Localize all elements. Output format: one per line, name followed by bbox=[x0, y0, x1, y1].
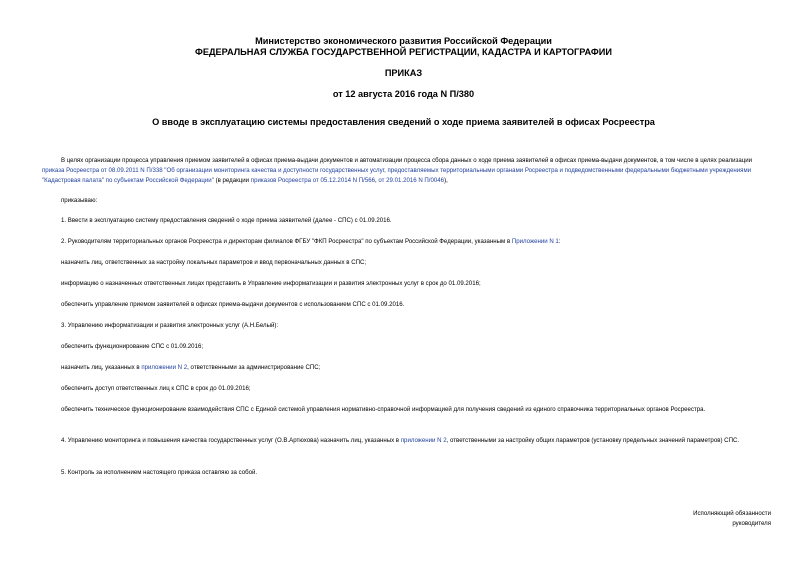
preamble-text-1: В целях организации процесса управления приемом заявителей в офисах приема-выдачи документов и автоматизации процесса сбора данных о ходе приема заявителей в офисах приема-выдачи документов, в том числе в целях реализации bbox=[61, 157, 753, 164]
item-2-2: информацию о назначенных ответственных лицах представить в Управление информатизации и развития электронных услуг в срок до 01.09.2016; bbox=[61, 280, 481, 287]
item-3: 3. Управлению информатизации и развития электронных услуг (А.Н.Белый): bbox=[61, 322, 279, 329]
order-0046-link[interactable]: от 29.01.2016 N П/0046 bbox=[378, 177, 445, 184]
item-5: 5. Контроль за исполнением настоящего приказа оставляю за собой. bbox=[61, 469, 258, 476]
document-title: О вводе в эксплуатацию системы предоставления сведений о ходе приема заявителей в офисах Росреестра bbox=[152, 117, 655, 127]
document-date-number: от 12 августа 2016 года N П/380 bbox=[332, 89, 475, 99]
appendix-1-link[interactable]: Приложении N 1 bbox=[511, 238, 559, 245]
item-3-2-text: назначить лиц, указанных в bbox=[61, 364, 142, 371]
item-2-text: 2. Руководителям территориальных органов Росреестра и директорам филиалов ФГБУ "ФКП Росреестра" по субъектам Российской Федерации, указанным в bbox=[61, 238, 512, 245]
appendix-2-link[interactable]: приложении N 2 bbox=[141, 364, 188, 371]
preamble-text-4: ), bbox=[444, 177, 448, 184]
item-3-4: обеспечить техническое функционирование взаимодействия СПС с Единой системой управления нормативно-справочной информацией для получения сведений из единого справочника территориальных органов Росреестра. bbox=[61, 406, 706, 413]
item-3-3: обеспечить доступ ответственных лиц к СПС в срок до 01.09.2016; bbox=[61, 385, 251, 392]
preamble-text-2: (в редакции bbox=[213, 177, 251, 184]
item-1: 1. Ввести в эксплуатацию систему предоставления сведений о ходе приема заявителей (далее - СПС) с 01.09.2016. bbox=[61, 217, 392, 224]
item-2-colon: : bbox=[558, 238, 561, 245]
document-type: ПРИКАЗ bbox=[384, 68, 423, 78]
item-2 bbox=[61, 237, 561, 247]
signature-position: Исполняющий обязанности bbox=[693, 510, 771, 517]
preamble-text-3: , bbox=[375, 177, 379, 184]
item-3-1: обеспечить функционирование СПС с 01.09.2016; bbox=[61, 343, 204, 350]
appendix-2-link-2[interactable]: приложении N 2 bbox=[400, 437, 447, 444]
preamble-paragraph bbox=[42, 156, 772, 186]
item-4-text: 4. Управлению мониторинга и повышения качества государственных услуг (О.В.Артюхова) назначить лиц, указанных в bbox=[61, 437, 401, 444]
service-name: ФЕДЕРАЛЬНАЯ СЛУЖБА ГОСУДАРСТВЕННОЙ РЕГИСТРАЦИИ, КАДАСТРА И КАРТОГРАФИИ bbox=[195, 47, 612, 57]
ministry-name: Министерство экономического развития Российской Федерации bbox=[255, 36, 552, 46]
item-3-2 bbox=[61, 363, 320, 373]
order-566-link[interactable]: приказов Росреестра от 05.12.2014 N П/566 bbox=[250, 177, 376, 184]
order-338-link[interactable]: приказа Росреестра от 08.09.2011 N П/338 "Об организации мониторинга качества и доступности государственных услуг, предоставляемых территориальными органами Росреестра и подведомственными федеральными бюджетными учреждениями "Кадастровая палата" по субъектам Российской Федерации" bbox=[42, 167, 752, 184]
item-4 bbox=[42, 436, 772, 446]
signature-title: руководителя bbox=[732, 520, 771, 527]
item-2-3: обеспечить управление приемом заявителей в офисах приема-выдачи документов с использованием СПС с 01.09.2016. bbox=[61, 301, 405, 308]
item-2-1: назначить лиц, ответственных за настройку локальных параметров и ввод первоначальных данных в СПС; bbox=[61, 259, 367, 266]
item-4-tail: , ответственными за настройку общих параметров (установку предельных значений параметров) СПС. bbox=[446, 437, 740, 444]
order-word: приказываю: bbox=[61, 197, 98, 204]
item-3-2-tail: , ответственными за администрирование СПС; bbox=[187, 364, 321, 371]
